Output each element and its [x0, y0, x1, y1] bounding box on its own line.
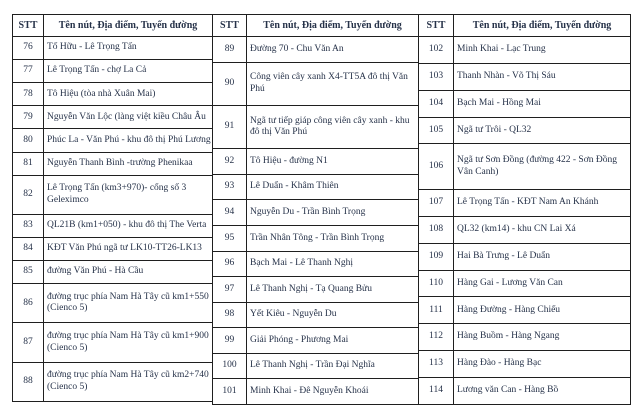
- route-cell: Đường 70 - Chu Văn An: [247, 37, 419, 63]
- route-cell: Hàng Buồm - Hàng Ngang: [454, 324, 631, 351]
- route-cell: Tố Hữu - Lê Trọng Tấn: [44, 37, 213, 60]
- table-row: [419, 63, 631, 90]
- table-row: [213, 379, 419, 405]
- stt-cell: 107: [419, 190, 454, 217]
- table-row: [419, 270, 631, 297]
- stt-cell: 97: [213, 277, 247, 303]
- stt-cell: 91: [213, 105, 247, 148]
- route-cell: Nguyễn Du - Trần Bình Trọng: [247, 200, 419, 226]
- table-row: [13, 37, 213, 60]
- table-row: [13, 362, 213, 401]
- table-row: [213, 226, 419, 252]
- stt-cell: 76: [13, 37, 44, 60]
- route-cell: Lương văn Can - Hàng Bồ: [454, 378, 631, 405]
- stt-cell: 96: [213, 251, 247, 277]
- table-row: [13, 60, 213, 83]
- route-cell: Lê Trọng Tấn - chợ La Cả: [44, 60, 213, 83]
- stt-cell: 92: [213, 149, 247, 175]
- stt-cell: 88: [13, 362, 44, 401]
- stt-cell: 89: [213, 37, 247, 63]
- route-cell: Bạch Mai - Lê Thanh Nghị: [247, 251, 419, 277]
- route-cell: Hàng Đường - Hàng Chiếu: [454, 297, 631, 324]
- table-row: [419, 117, 631, 144]
- route-cell: Nguyễn Văn Lộc (làng việt kiều Châu Âu: [44, 106, 213, 129]
- route-cell: QL21B (km1+050) - khu đô thị The Verta: [44, 214, 213, 237]
- stt-cell: 111: [419, 297, 454, 324]
- route-table-section-2: [212, 14, 419, 405]
- stt-cell: 103: [419, 63, 454, 90]
- stt-cell: 99: [213, 328, 247, 354]
- table-row: [419, 324, 631, 351]
- route-column-header: Tên nút, Địa điểm, Tuyến đường: [247, 15, 419, 37]
- route-cell: KĐT Văn Phú ngã tư LK10-TT26-LK13: [44, 237, 213, 260]
- stt-cell: 94: [213, 200, 247, 226]
- stt-column-header: STT: [419, 15, 454, 37]
- route-cell: Phúc La - Văn Phú - khu đô thị Phú Lương: [44, 129, 213, 152]
- stt-cell: 106: [419, 144, 454, 190]
- stt-cell: 100: [213, 353, 247, 379]
- stt-cell: 114: [419, 378, 454, 405]
- route-cell: Thanh Nhàn - Võ Thị Sáu: [454, 63, 631, 90]
- stt-cell: 113: [419, 351, 454, 378]
- route-cell: đường Văn Phú - Hà Cầu: [44, 261, 213, 284]
- table-row: [419, 37, 631, 64]
- route-cell: Lê Duẩn - Khâm Thiên: [247, 174, 419, 200]
- table-row: [419, 216, 631, 243]
- route-cell: Minh Khai - Đê Nguyễn Khoái: [247, 379, 419, 405]
- stt-cell: 90: [213, 62, 247, 105]
- table-row: [13, 237, 213, 260]
- stt-column-header: STT: [13, 15, 44, 37]
- table-row: [213, 105, 419, 148]
- header-row: [213, 15, 419, 37]
- stt-cell: 102: [419, 37, 454, 64]
- route-cell: Công viên cây xanh X4-TT5A đô thị Văn Phú: [247, 62, 419, 105]
- stt-column-header: STT: [213, 15, 247, 37]
- stt-cell: 80: [13, 129, 44, 152]
- stt-cell: 77: [13, 60, 44, 83]
- table-row: [213, 251, 419, 277]
- route-cell: Lê Thanh Nghị - Trần Đại Nghĩa: [247, 353, 419, 379]
- route-cell: Bạch Mai - Hồng Mai: [454, 90, 631, 117]
- stt-cell: 84: [13, 237, 44, 260]
- table-row: [419, 90, 631, 117]
- route-cell: đường trục phía Nam Hà Tây cũ km1+900 (Cienco 5): [44, 323, 213, 362]
- table-row: [13, 323, 213, 362]
- table-row: [213, 200, 419, 226]
- route-cell: Ngã tư Trôi - QL32: [454, 117, 631, 144]
- route-cell: Yết Kiêu - Nguyễn Du: [247, 302, 419, 328]
- stt-cell: 104: [419, 90, 454, 117]
- stt-cell: 85: [13, 261, 44, 284]
- table-row: [13, 284, 213, 323]
- stt-cell: 108: [419, 216, 454, 243]
- route-cell: Minh Khai - Lạc Trung: [454, 37, 631, 64]
- route-table-section-3: [418, 14, 631, 405]
- route-cell: Trần Nhân Tông - Trần Bình Trọng: [247, 226, 419, 252]
- stt-cell: 82: [13, 175, 44, 214]
- route-cell: Lê Thanh Nghị - Tạ Quang Bửu: [247, 277, 419, 303]
- stt-cell: 110: [419, 270, 454, 297]
- table-row: [419, 243, 631, 270]
- table-row: [213, 328, 419, 354]
- route-cell: đường trục phía Nam Hà Tây cũ km2+740 (Cienco 5): [44, 362, 213, 401]
- table-row: [213, 174, 419, 200]
- table-row: [13, 106, 213, 129]
- route-cell: QL32 (km14) - khu CN Lai Xá: [454, 216, 631, 243]
- stt-cell: 83: [13, 214, 44, 237]
- route-cell: Ngã tư Sơn Đồng (đường 422 - Sơn Đồng Vân Canh): [454, 144, 631, 190]
- stt-cell: 105: [419, 117, 454, 144]
- table-row: [13, 214, 213, 237]
- table-row: [213, 277, 419, 303]
- stt-cell: 95: [213, 226, 247, 252]
- route-column-header: Tên nút, Địa điểm, Tuyến đường: [44, 15, 213, 37]
- stt-cell: 87: [13, 323, 44, 362]
- stt-cell: 81: [13, 152, 44, 175]
- table-row: [419, 378, 631, 405]
- stt-cell: 101: [213, 379, 247, 405]
- route-cell: Lê Trọng Tấn - KĐT Nam An Khánh: [454, 190, 631, 217]
- table-row: [419, 144, 631, 190]
- stt-cell: 112: [419, 324, 454, 351]
- route-tables: [12, 14, 631, 405]
- route-cell: Hàng Đào - Hàng Bạc: [454, 351, 631, 378]
- route-cell: Giải Phóng - Phương Mai: [247, 328, 419, 354]
- route-cell: Tô Hiệu - đường N1: [247, 149, 419, 175]
- stt-cell: 93: [213, 174, 247, 200]
- route-cell: đường trục phía Nam Hà Tây cũ km1+550 (Cienco 5): [44, 284, 213, 323]
- route-cell: Nguyễn Thanh Bình -trường Phenikaa: [44, 152, 213, 175]
- table-row: [213, 62, 419, 105]
- table-row: [13, 175, 213, 214]
- stt-cell: 86: [13, 284, 44, 323]
- table-row: [13, 83, 213, 106]
- table-row: [213, 302, 419, 328]
- table-row: [13, 129, 213, 152]
- route-cell: Hàng Gai - Lương Văn Can: [454, 270, 631, 297]
- route-cell: Ngã tư tiếp giáp công viên cây xanh - khu đô thị Văn Phú: [247, 105, 419, 148]
- route-cell: Lê Trọng Tấn (km3+970)- cổng số 3 Geleximco: [44, 175, 213, 214]
- table-row: [419, 351, 631, 378]
- table-row: [213, 149, 419, 175]
- route-table-section-1: [12, 14, 213, 402]
- header-row: [419, 15, 631, 37]
- table-row: [213, 353, 419, 379]
- stt-cell: 109: [419, 243, 454, 270]
- table-row: [419, 297, 631, 324]
- route-cell: Tô Hiệu (tòa nhà Xuân Mai): [44, 83, 213, 106]
- stt-cell: 98: [213, 302, 247, 328]
- table-row: [419, 190, 631, 217]
- stt-cell: 78: [13, 83, 44, 106]
- route-column-header: Tên nút, Địa điểm, Tuyến đường: [454, 15, 631, 37]
- stt-cell: 79: [13, 106, 44, 129]
- header-row: [13, 15, 213, 37]
- table-row: [213, 37, 419, 63]
- table-row: [13, 152, 213, 175]
- table-row: [13, 261, 213, 284]
- route-cell: Hai Bà Trưng - Lê Duẩn: [454, 243, 631, 270]
